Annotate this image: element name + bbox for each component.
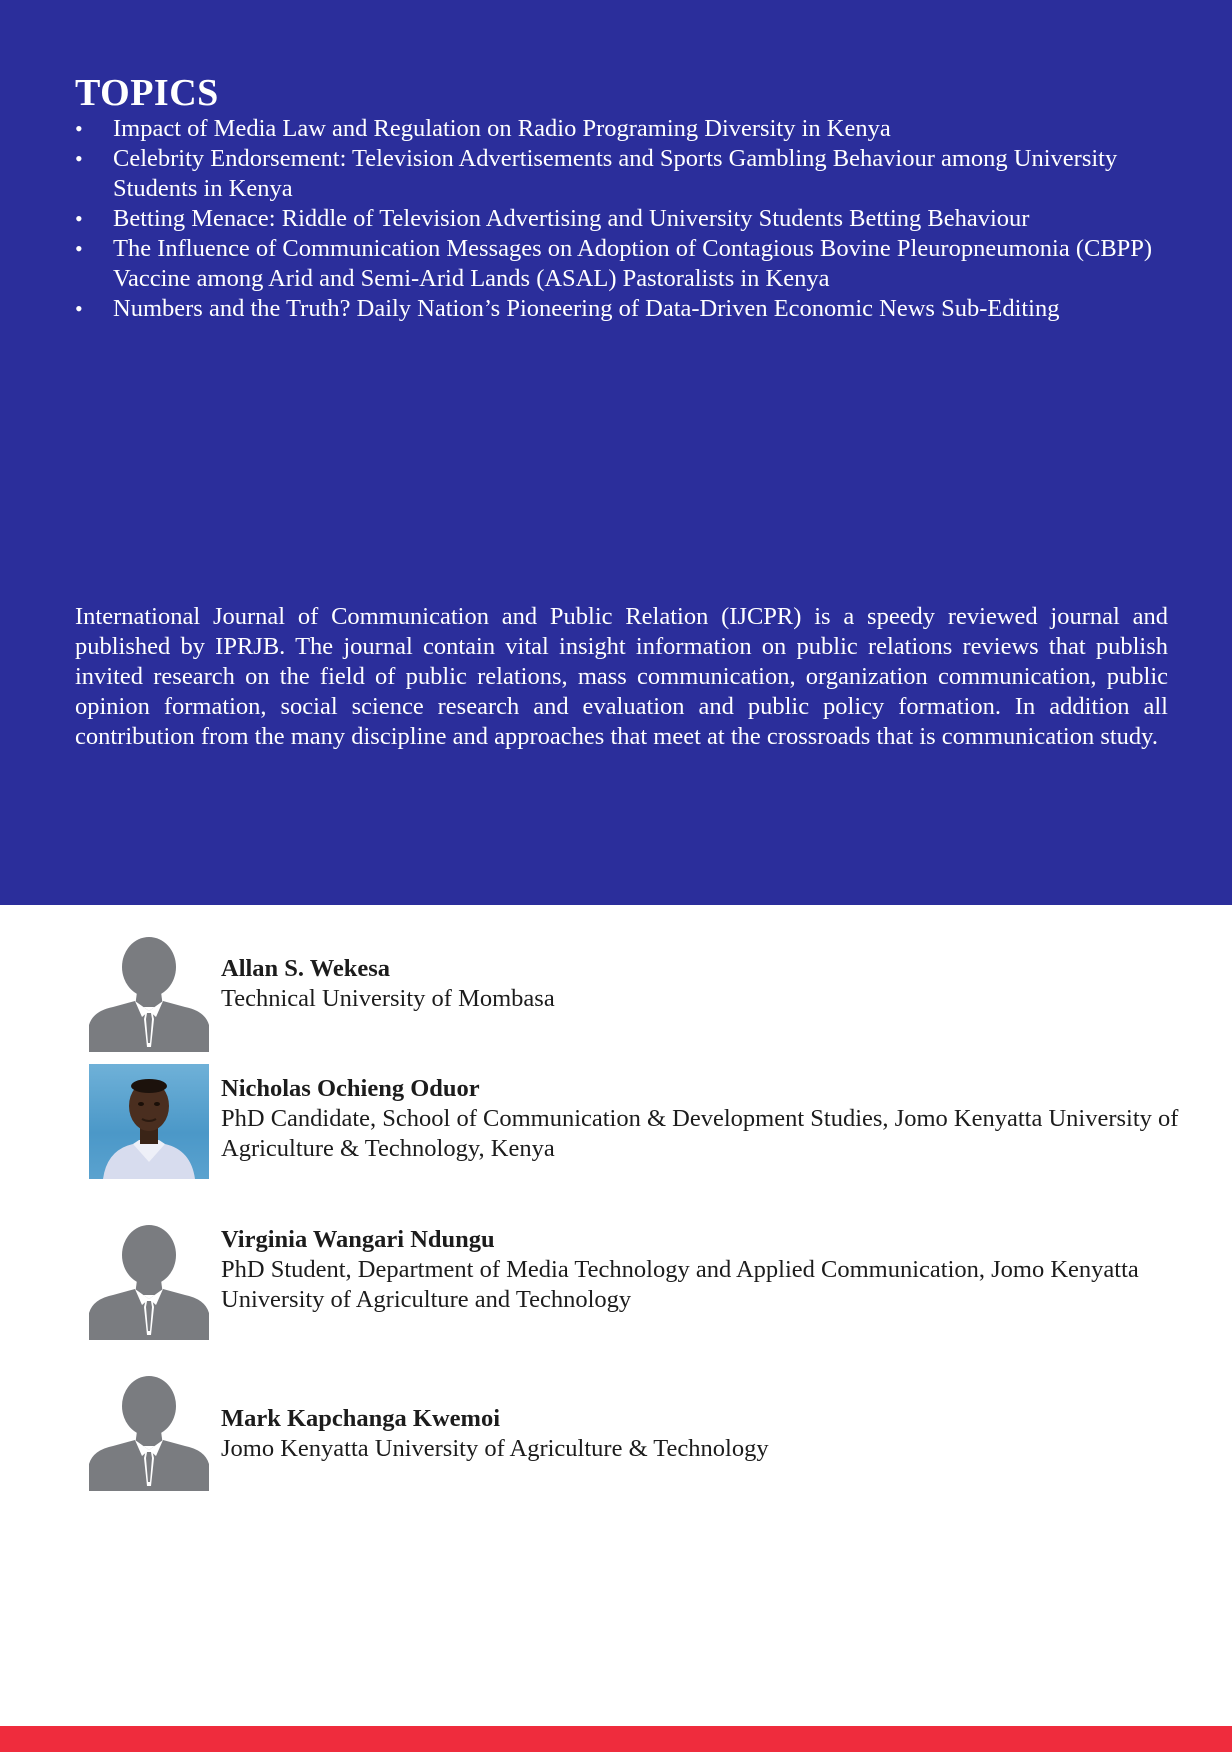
author-affiliation: Technical University of Mombasa [221,985,555,1012]
topic-text: Celebrity Endorsement: Television Advertisements and Sports Gambling Behaviour among University Students in Kenya [113,145,1118,202]
author-photo [89,1064,209,1179]
author-name: Allan S. Wekesa [221,955,391,982]
author-name: Virginia Wangari Ndungu [221,1226,495,1253]
bullet-icon: • [75,116,83,141]
topic-item [75,234,1170,294]
author-details [221,1404,1181,1464]
topic-item [75,294,1170,324]
author-affiliation: PhD Student, Department of Media Technology and Applied Communication, Jomo Kenyatta University of Agriculture and Technology [221,1256,1139,1313]
topic-item [75,114,1170,144]
author-affiliation: PhD Candidate, School of Communication & Development Studies, Jomo Kenyatta University of Agriculture & Technology, Kenya [221,1105,1179,1162]
topics-heading: TOPICS [75,72,219,114]
topic-text: Betting Menace: Riddle of Television Advertising and University Students Betting Behaviour [113,205,1030,232]
bottom-accent-bar [0,1726,1232,1752]
topic-item [75,144,1170,204]
bullet-icon: • [75,206,83,231]
bullet-icon: • [75,296,83,321]
author-affiliation: Jomo Kenyatta University of Agriculture & Technology [221,1435,769,1462]
author-details [221,954,1181,1014]
topic-text: Impact of Media Law and Regulation on Radio Programing Diversity in Kenya [113,115,891,142]
topics-list [75,114,1170,324]
author-details [221,1074,1181,1164]
author-name: Mark Kapchanga Kwemoi [221,1405,501,1432]
topic-item [75,204,1170,234]
author-name: Nicholas Ochieng Oduor [221,1075,480,1102]
topic-text: Numbers and the Truth? Daily Nation’s Pioneering of Data-Driven Economic News Sub-Editing [113,295,1060,322]
journal-description: International Journal of Communication and Public Relation (IJCPR) is a speedy reviewed journal and published by IPRJB. The journal contain vital insight information on public relations reviews that publish invited research on the field of public relations, mass communication, organization communication, public opinion formation, social science research and evaluation and public policy formation. In addition all contribution from the many discipline and approaches that meet at the crossroads that is communication study. [75,603,1168,750]
topic-text: The Influence of Communication Messages on Adoption of Contagious Bovine Pleuropneumonia (CBPP) Vaccine among Arid and Semi-Arid Lands (ASAL) Pastoralists in Kenya [113,235,1153,292]
bullet-icon: • [75,146,83,171]
bullet-icon: • [75,236,83,261]
person-silhouette-icon [89,1225,209,1340]
person-silhouette-icon [89,1376,209,1491]
person-silhouette-icon [89,937,209,1052]
author-details [221,1225,1181,1315]
